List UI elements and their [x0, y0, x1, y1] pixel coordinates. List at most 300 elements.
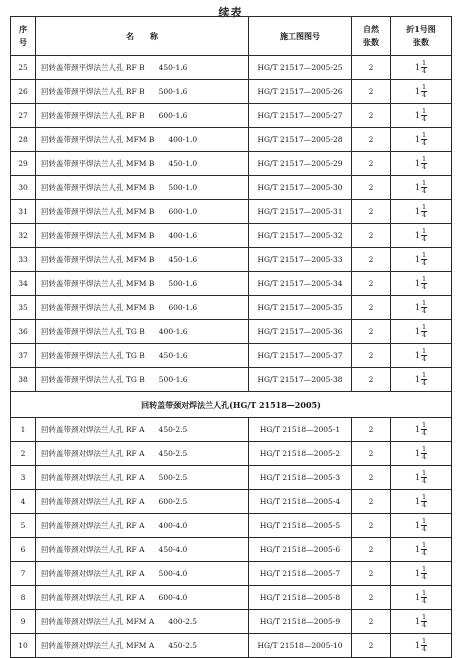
row-sheets	[391, 634, 452, 658]
fraction-whole: 1	[414, 544, 420, 554]
mixed-fraction	[415, 276, 427, 291]
fraction-part	[421, 132, 427, 147]
row-count: 2	[352, 442, 391, 466]
fraction-whole: 1	[414, 520, 420, 530]
fraction-denominator: 4	[421, 259, 427, 267]
row-spec: 400-2.5	[168, 616, 198, 626]
row-sheets	[391, 176, 452, 200]
table-row	[11, 514, 452, 538]
row-name	[36, 514, 249, 538]
fraction-denominator: 4	[421, 187, 427, 195]
row-spec: 450-1.6	[168, 254, 198, 264]
row-sheets	[391, 272, 452, 296]
row-name-text: 回转盖带颈对焊法兰人孔 MFM A	[41, 640, 155, 650]
row-drawing-no: HG/T 21517—2005-29	[249, 152, 352, 176]
fraction-part	[421, 156, 427, 171]
fraction-denominator: 4	[421, 91, 427, 99]
fraction-part	[421, 614, 427, 629]
fraction-whole: 1	[414, 374, 420, 384]
header-drawing: 施工图图号	[249, 17, 352, 56]
fraction-denominator: 4	[421, 355, 427, 363]
row-count: 2	[352, 466, 391, 490]
fraction-whole: 1	[414, 640, 420, 650]
row-drawing-no: HG/T 21517—2005-33	[249, 248, 352, 272]
mixed-fraction	[415, 422, 427, 437]
row-name	[36, 248, 249, 272]
row-seq: 31	[11, 200, 36, 224]
mixed-fraction	[415, 494, 427, 509]
fraction-whole: 1	[414, 448, 420, 458]
fraction-part	[421, 518, 427, 533]
row-count: 2	[352, 80, 391, 104]
row-name-text: 回转盖带颈对焊法兰人孔 RF A	[41, 496, 145, 506]
fraction-numerator: 1	[421, 421, 427, 429]
row-name	[36, 562, 249, 586]
fraction-denominator: 4	[421, 331, 427, 339]
table-row	[11, 418, 452, 442]
table-row	[11, 344, 452, 368]
row-drawing-no: HG/T 21517—2005-36	[249, 320, 352, 344]
row-name-text: 回转盖带颈平焊法兰人孔 MFM B	[41, 206, 155, 216]
fraction-whole: 1	[414, 254, 420, 264]
mixed-fraction	[415, 614, 427, 629]
fraction-part	[421, 422, 427, 437]
row-spec: 400-4.0	[158, 520, 188, 530]
row-name	[36, 368, 249, 392]
fraction-part	[421, 60, 427, 75]
mixed-fraction	[415, 108, 427, 123]
group2-body	[11, 418, 452, 658]
row-drawing-no: HG/T 21518—2005-3	[249, 466, 352, 490]
row-name-text: 回转盖带颈平焊法兰人孔 TG B	[41, 350, 145, 360]
fraction-whole: 1	[414, 326, 420, 336]
row-seq: 9	[11, 610, 36, 634]
table-row	[11, 176, 452, 200]
row-seq: 28	[11, 128, 36, 152]
row-name-text: 回转盖带颈对焊法兰人孔 RF A	[41, 568, 145, 578]
mixed-fraction	[415, 372, 427, 387]
fraction-whole: 1	[414, 568, 420, 578]
fraction-part	[421, 84, 427, 99]
table-row	[11, 248, 452, 272]
mixed-fraction	[415, 228, 427, 243]
row-drawing-no: HG/T 21518—2005-2	[249, 442, 352, 466]
row-name	[36, 490, 249, 514]
table-row	[11, 104, 452, 128]
row-drawing-no: HG/T 21518—2005-10	[249, 634, 352, 658]
fraction-part	[421, 470, 427, 485]
row-name-text: 回转盖带颈平焊法兰人孔 RF B	[41, 110, 145, 120]
row-sheets	[391, 128, 452, 152]
row-name	[36, 200, 249, 224]
fraction-whole: 1	[414, 616, 420, 626]
row-name-text: 回转盖带颈对焊法兰人孔 RF A	[41, 424, 145, 434]
fraction-numerator: 1	[421, 469, 427, 477]
fraction-denominator: 4	[421, 163, 427, 171]
row-drawing-no: HG/T 21518—2005-4	[249, 490, 352, 514]
fraction-numerator: 1	[421, 637, 427, 645]
row-seq: 8	[11, 586, 36, 610]
mixed-fraction	[415, 470, 427, 485]
fraction-part	[421, 180, 427, 195]
fraction-whole: 1	[414, 110, 420, 120]
row-spec: 600-2.5	[158, 496, 188, 506]
fraction-denominator: 4	[421, 379, 427, 387]
row-name-text: 回转盖带颈平焊法兰人孔 TG B	[41, 374, 145, 384]
row-sheets	[391, 200, 452, 224]
fraction-whole: 1	[414, 134, 420, 144]
row-seq: 29	[11, 152, 36, 176]
row-name-text: 回转盖带颈平焊法兰人孔 MFM B	[41, 158, 155, 168]
row-spec: 450-2.5	[158, 424, 188, 434]
row-drawing-no: HG/T 21518—2005-9	[249, 610, 352, 634]
row-count: 2	[352, 272, 391, 296]
row-name-text: 回转盖带颈对焊法兰人孔 RF A	[41, 544, 145, 554]
fraction-part	[421, 446, 427, 461]
fraction-denominator: 4	[421, 235, 427, 243]
fraction-denominator: 4	[421, 307, 427, 315]
section-header-row	[11, 392, 452, 418]
fraction-part	[421, 228, 427, 243]
section-title: 回转盖带颈对焊法兰人孔(HG/T 21518—2005)	[11, 392, 452, 418]
row-seq: 26	[11, 80, 36, 104]
table-row	[11, 610, 452, 634]
fraction-numerator: 1	[421, 59, 427, 67]
row-drawing-no: HG/T 21517—2005-34	[249, 272, 352, 296]
row-name	[36, 80, 249, 104]
fraction-denominator: 4	[421, 139, 427, 147]
row-count: 2	[352, 56, 391, 80]
fraction-denominator: 4	[421, 645, 427, 653]
mixed-fraction	[415, 180, 427, 195]
fraction-whole: 1	[414, 278, 420, 288]
row-spec: 600-1.6	[158, 110, 188, 120]
fraction-whole: 1	[414, 230, 420, 240]
row-count: 2	[352, 104, 391, 128]
row-sheets	[391, 562, 452, 586]
fraction-denominator: 4	[421, 573, 427, 581]
row-seq: 7	[11, 562, 36, 586]
mixed-fraction	[415, 84, 427, 99]
fraction-denominator: 4	[421, 621, 427, 629]
fraction-denominator: 4	[421, 67, 427, 75]
fraction-numerator: 1	[421, 131, 427, 139]
row-seq: 38	[11, 368, 36, 392]
mixed-fraction	[415, 638, 427, 653]
row-count: 2	[352, 368, 391, 392]
row-count: 2	[352, 344, 391, 368]
row-count: 2	[352, 538, 391, 562]
row-spec: 500-2.5	[158, 472, 188, 482]
row-count: 2	[352, 128, 391, 152]
table-row	[11, 224, 452, 248]
row-name-text: 回转盖带颈对焊法兰人孔 RF A	[41, 448, 145, 458]
row-drawing-no: HG/T 21518—2005-5	[249, 514, 352, 538]
fraction-whole: 1	[414, 302, 420, 312]
row-name-text: 回转盖带颈对焊法兰人孔 RF A	[41, 472, 145, 482]
row-sheets	[391, 490, 452, 514]
fraction-part	[421, 252, 427, 267]
row-name	[36, 56, 249, 80]
fraction-whole: 1	[414, 86, 420, 96]
mixed-fraction	[415, 60, 427, 75]
row-seq: 25	[11, 56, 36, 80]
fraction-part	[421, 300, 427, 315]
row-name-text: 回转盖带颈平焊法兰人孔 MFM B	[41, 230, 155, 240]
fraction-numerator: 1	[421, 371, 427, 379]
mixed-fraction	[415, 590, 427, 605]
fraction-whole: 1	[414, 206, 420, 216]
row-count: 2	[352, 152, 391, 176]
group1-body	[11, 56, 452, 392]
table-row	[11, 320, 452, 344]
fraction-part	[421, 542, 427, 557]
fraction-denominator: 4	[421, 453, 427, 461]
row-sheets	[391, 80, 452, 104]
fraction-part	[421, 494, 427, 509]
row-count: 2	[352, 176, 391, 200]
fraction-whole: 1	[414, 350, 420, 360]
row-seq: 3	[11, 466, 36, 490]
table-row	[11, 200, 452, 224]
table-row	[11, 562, 452, 586]
table-row	[11, 56, 452, 80]
row-name-text: 回转盖带颈对焊法兰人孔 RF A	[41, 520, 145, 530]
row-seq: 34	[11, 272, 36, 296]
row-drawing-no: HG/T 21517—2005-28	[249, 128, 352, 152]
drawing-list-table	[10, 16, 452, 658]
row-sheets	[391, 418, 452, 442]
row-name	[36, 272, 249, 296]
fraction-part	[421, 566, 427, 581]
row-spec: 400-1.6	[168, 230, 198, 240]
fraction-numerator: 1	[421, 203, 427, 211]
row-seq: 2	[11, 442, 36, 466]
row-spec: 600-1.6	[168, 302, 198, 312]
row-spec: 450-2.5	[158, 448, 188, 458]
fraction-numerator: 1	[421, 275, 427, 283]
row-drawing-no: HG/T 21517—2005-32	[249, 224, 352, 248]
fraction-denominator: 4	[421, 501, 427, 509]
table-caption: 续表	[218, 6, 243, 19]
fraction-numerator: 1	[421, 83, 427, 91]
row-name-text: 回转盖带颈平焊法兰人孔 RF B	[41, 62, 145, 72]
row-drawing-no: HG/T 21518—2005-7	[249, 562, 352, 586]
row-spec: 450-2.5	[168, 640, 198, 650]
fraction-numerator: 1	[421, 589, 427, 597]
table-row	[11, 586, 452, 610]
fraction-part	[421, 204, 427, 219]
row-spec: 500-1.0	[168, 182, 198, 192]
row-sheets	[391, 296, 452, 320]
row-count: 2	[352, 320, 391, 344]
row-name-text: 回转盖带颈平焊法兰人孔 MFM B	[41, 182, 155, 192]
row-name	[36, 104, 249, 128]
row-count: 2	[352, 586, 391, 610]
mixed-fraction	[415, 566, 427, 581]
row-sheets	[391, 538, 452, 562]
fraction-numerator: 1	[421, 155, 427, 163]
mixed-fraction	[415, 542, 427, 557]
row-sheets	[391, 320, 452, 344]
row-spec: 600-1.0	[168, 206, 198, 216]
fraction-denominator: 4	[421, 477, 427, 485]
fraction-whole: 1	[414, 182, 420, 192]
row-name-text: 回转盖带颈平焊法兰人孔 TG B	[41, 326, 145, 336]
row-sheets	[391, 344, 452, 368]
row-name	[36, 128, 249, 152]
row-spec: 500-1.6	[158, 374, 188, 384]
row-drawing-no: HG/T 21517—2005-27	[249, 104, 352, 128]
row-count: 2	[352, 200, 391, 224]
fraction-denominator: 4	[421, 115, 427, 123]
row-name-text: 回转盖带颈平焊法兰人孔 RF B	[41, 86, 145, 96]
row-spec: 450-1.6	[158, 350, 188, 360]
row-count: 2	[352, 248, 391, 272]
fraction-numerator: 1	[421, 227, 427, 235]
fraction-numerator: 1	[421, 347, 427, 355]
fraction-whole: 1	[414, 592, 420, 602]
header-count: 自然 张数	[352, 17, 391, 56]
row-name-text: 回转盖带颈平焊法兰人孔 MFM B	[41, 302, 155, 312]
row-spec: 500-4.0	[158, 568, 188, 578]
fraction-numerator: 1	[421, 251, 427, 259]
row-name	[36, 344, 249, 368]
fraction-part	[421, 638, 427, 653]
row-name	[36, 610, 249, 634]
table-row	[11, 128, 452, 152]
row-seq: 1	[11, 418, 36, 442]
fraction-denominator: 4	[421, 429, 427, 437]
row-spec: 450-4.0	[158, 544, 188, 554]
fraction-whole: 1	[414, 62, 420, 72]
row-seq: 36	[11, 320, 36, 344]
row-seq: 30	[11, 176, 36, 200]
fraction-whole: 1	[414, 424, 420, 434]
fraction-denominator: 4	[421, 525, 427, 533]
header-seq: 序 号	[11, 17, 36, 56]
mixed-fraction	[415, 518, 427, 533]
table-row	[11, 80, 452, 104]
table-row	[11, 466, 452, 490]
fraction-denominator: 4	[421, 549, 427, 557]
row-spec: 450-1.6	[158, 62, 188, 72]
row-name	[36, 586, 249, 610]
table-row	[11, 272, 452, 296]
row-drawing-no: HG/T 21517—2005-35	[249, 296, 352, 320]
row-seq: 4	[11, 490, 36, 514]
row-name	[36, 320, 249, 344]
fraction-numerator: 1	[421, 107, 427, 115]
table-row	[11, 442, 452, 466]
fraction-numerator: 1	[421, 541, 427, 549]
row-drawing-no: HG/T 21518—2005-1	[249, 418, 352, 442]
header-sheets: 折1号图 张数	[391, 17, 452, 56]
header-name: 名 称	[36, 17, 249, 56]
fraction-numerator: 1	[421, 445, 427, 453]
row-seq: 35	[11, 296, 36, 320]
fraction-numerator: 1	[421, 517, 427, 525]
row-spec: 450-1.0	[168, 158, 198, 168]
fraction-part	[421, 590, 427, 605]
row-count: 2	[352, 634, 391, 658]
fraction-part	[421, 324, 427, 339]
row-sheets	[391, 586, 452, 610]
row-sheets	[391, 152, 452, 176]
row-spec: 500-1.6	[158, 86, 188, 96]
row-sheets	[391, 56, 452, 80]
row-sheets	[391, 610, 452, 634]
row-drawing-no: HG/T 21518—2005-8	[249, 586, 352, 610]
fraction-part	[421, 372, 427, 387]
fraction-denominator: 4	[421, 283, 427, 291]
fraction-whole: 1	[414, 472, 420, 482]
table-row	[11, 634, 452, 658]
table-row	[11, 538, 452, 562]
fraction-numerator: 1	[421, 565, 427, 573]
fraction-whole: 1	[414, 158, 420, 168]
row-count: 2	[352, 610, 391, 634]
fraction-numerator: 1	[421, 493, 427, 501]
mixed-fraction	[415, 324, 427, 339]
row-count: 2	[352, 490, 391, 514]
row-drawing-no: HG/T 21517—2005-38	[249, 368, 352, 392]
row-seq: 33	[11, 248, 36, 272]
fraction-numerator: 1	[421, 179, 427, 187]
mixed-fraction	[415, 204, 427, 219]
row-name	[36, 538, 249, 562]
row-spec: 500-1.6	[168, 278, 198, 288]
row-name	[36, 466, 249, 490]
row-name-text: 回转盖带颈平焊法兰人孔 MFM B	[41, 254, 155, 264]
row-name-text: 回转盖带颈平焊法兰人孔 MFM B	[41, 278, 155, 288]
fraction-part	[421, 108, 427, 123]
row-drawing-no: HG/T 21518—2005-6	[249, 538, 352, 562]
row-seq: 10	[11, 634, 36, 658]
fraction-denominator: 4	[421, 597, 427, 605]
table-row	[11, 368, 452, 392]
mixed-fraction	[415, 156, 427, 171]
row-drawing-no: HG/T 21517—2005-37	[249, 344, 352, 368]
row-name-text: 回转盖带颈对焊法兰人孔 RF A	[41, 592, 145, 602]
fraction-numerator: 1	[421, 323, 427, 331]
mixed-fraction	[415, 252, 427, 267]
table-row	[11, 296, 452, 320]
row-name-text: 回转盖带颈平焊法兰人孔 MFM B	[41, 134, 155, 144]
row-seq: 5	[11, 514, 36, 538]
table-row	[11, 490, 452, 514]
fraction-numerator: 1	[421, 299, 427, 307]
row-name	[36, 634, 249, 658]
row-name	[36, 418, 249, 442]
row-sheets	[391, 514, 452, 538]
fraction-whole: 1	[414, 496, 420, 506]
row-drawing-no: HG/T 21517—2005-25	[249, 56, 352, 80]
row-name	[36, 176, 249, 200]
row-seq: 27	[11, 104, 36, 128]
fraction-denominator: 4	[421, 211, 427, 219]
row-name	[36, 442, 249, 466]
row-count: 2	[352, 418, 391, 442]
row-sheets	[391, 466, 452, 490]
row-sheets	[391, 224, 452, 248]
section-body	[11, 392, 452, 418]
fraction-part	[421, 348, 427, 363]
mixed-fraction	[415, 300, 427, 315]
table-row	[11, 152, 452, 176]
row-spec: 600-4.0	[158, 592, 188, 602]
mixed-fraction	[415, 446, 427, 461]
